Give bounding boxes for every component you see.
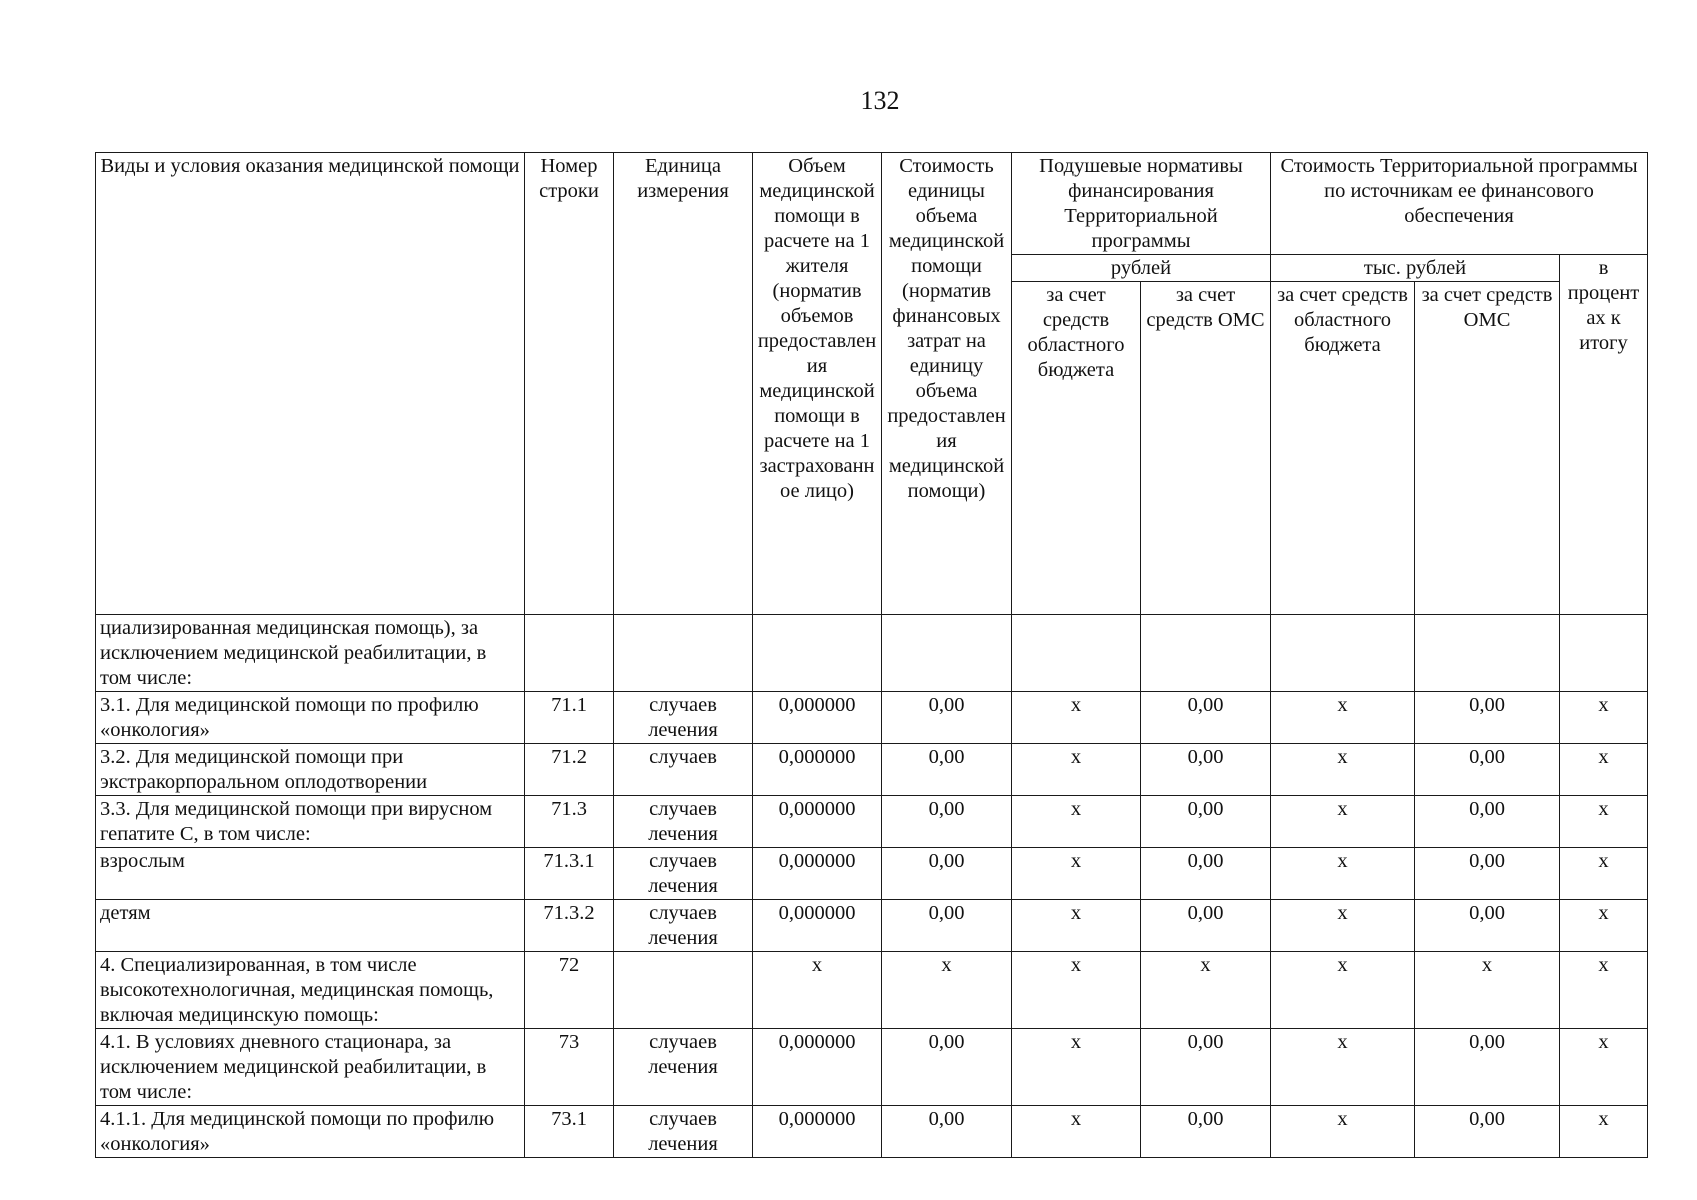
financing-table bbox=[95, 152, 1648, 1158]
row-unit bbox=[614, 615, 753, 692]
row-percent: х bbox=[1560, 692, 1648, 744]
row-unit: случаев лечения bbox=[614, 900, 753, 952]
row-cost-budget: х bbox=[1271, 900, 1415, 952]
row-cost-oms: 0,00 bbox=[1415, 848, 1560, 900]
row-per-capita-oms: 0,00 bbox=[1141, 796, 1271, 848]
row-name: взрослым bbox=[96, 848, 525, 900]
row-per-capita-budget: х bbox=[1012, 692, 1141, 744]
row-unit: случаев лечения bbox=[614, 848, 753, 900]
row-cost: 0,00 bbox=[882, 1106, 1012, 1158]
table-row bbox=[96, 796, 1648, 848]
row-name: 3.2. Для медицинской помощи при экстракорпоральном оплодотворении bbox=[96, 744, 525, 796]
table-row bbox=[96, 744, 1648, 796]
row-cost: 0,00 bbox=[882, 900, 1012, 952]
row-per-capita-budget: х bbox=[1012, 1106, 1141, 1158]
row-cost-oms: 0,00 bbox=[1415, 796, 1560, 848]
row-cost: 0,00 bbox=[882, 1029, 1012, 1106]
row-cost-oms: 0,00 bbox=[1415, 744, 1560, 796]
table-row bbox=[96, 848, 1648, 900]
row-unit: случаев bbox=[614, 744, 753, 796]
row-per-capita-budget bbox=[1012, 615, 1141, 692]
header-per-capita: Подушевые нормативы финансирования Территориальной программы bbox=[1012, 153, 1271, 255]
row-volume: 0,000000 bbox=[753, 796, 882, 848]
row-number: 72 bbox=[525, 952, 614, 1029]
table-row bbox=[96, 615, 1648, 692]
row-cost-budget: х bbox=[1271, 952, 1415, 1029]
row-unit: случаев лечения bbox=[614, 796, 753, 848]
row-volume: 0,000000 bbox=[753, 1106, 882, 1158]
row-name: 3.3. Для медицинской помощи при вирусном гепатите С, в том числе: bbox=[96, 796, 525, 848]
row-cost-oms: 0,00 bbox=[1415, 900, 1560, 952]
row-cost: х bbox=[882, 952, 1012, 1029]
row-volume: 0,000000 bbox=[753, 848, 882, 900]
row-per-capita-budget: х bbox=[1012, 952, 1141, 1029]
row-cost-budget: х bbox=[1271, 744, 1415, 796]
row-volume: х bbox=[753, 952, 882, 1029]
row-name: циализированная медицинская помощь), за исключением медицинской реабилитации, в том числе: bbox=[96, 615, 525, 692]
row-number: 71.3 bbox=[525, 796, 614, 848]
table-row bbox=[96, 1029, 1648, 1106]
row-per-capita-budget: х bbox=[1012, 900, 1141, 952]
header-per-capita-oms: за счет средств ОМС bbox=[1141, 282, 1271, 615]
row-per-capita-budget: х bbox=[1012, 848, 1141, 900]
row-cost-oms: 0,00 bbox=[1415, 1029, 1560, 1106]
row-cost: 0,00 bbox=[882, 796, 1012, 848]
row-number: 71.1 bbox=[525, 692, 614, 744]
header-volume: Объем медицинской помощи в расчете на 1 жителя (норматив объемов предоставления медицинской помощи в расчете на 1 застрахованное лицо) bbox=[753, 153, 882, 615]
row-number: 71.3.2 bbox=[525, 900, 614, 952]
row-volume: 0,000000 bbox=[753, 744, 882, 796]
row-per-capita-oms: 0,00 bbox=[1141, 744, 1271, 796]
row-name: 4.1. В условиях дневного стационара, за исключением медицинской реабилитации, в том числе: bbox=[96, 1029, 525, 1106]
row-per-capita-budget: х bbox=[1012, 744, 1141, 796]
row-number: 73 bbox=[525, 1029, 614, 1106]
row-cost bbox=[882, 615, 1012, 692]
row-unit: случаев лечения bbox=[614, 692, 753, 744]
row-percent: х bbox=[1560, 1029, 1648, 1106]
row-number bbox=[525, 615, 614, 692]
row-cost-oms: 0,00 bbox=[1415, 692, 1560, 744]
row-name: 4. Специализированная, в том числе высокотехнологичная, медицинская помощь, включая медицинскую помощь: bbox=[96, 952, 525, 1029]
row-percent: х bbox=[1560, 796, 1648, 848]
header-row-number: Номер строки bbox=[525, 153, 614, 615]
header-thousand-rubles: тыс. рублей bbox=[1271, 255, 1560, 282]
header-percent: в процентах к итогу bbox=[1560, 255, 1648, 615]
table-body bbox=[96, 615, 1648, 1158]
row-volume: 0,000000 bbox=[753, 692, 882, 744]
row-unit: случаев лечения bbox=[614, 1029, 753, 1106]
row-cost-oms bbox=[1415, 615, 1560, 692]
row-cost-budget: х bbox=[1271, 1029, 1415, 1106]
row-volume: 0,000000 bbox=[753, 1029, 882, 1106]
row-cost-oms: 0,00 bbox=[1415, 1106, 1560, 1158]
row-number: 73.1 bbox=[525, 1106, 614, 1158]
row-per-capita-budget: х bbox=[1012, 796, 1141, 848]
row-percent bbox=[1560, 615, 1648, 692]
row-per-capita-oms: х bbox=[1141, 952, 1271, 1029]
row-per-capita-oms: 0,00 bbox=[1141, 848, 1271, 900]
row-per-capita-oms bbox=[1141, 615, 1271, 692]
row-number: 71.2 bbox=[525, 744, 614, 796]
row-percent: х bbox=[1560, 848, 1648, 900]
row-volume: 0,000000 bbox=[753, 900, 882, 952]
row-unit: случаев лечения bbox=[614, 1106, 753, 1158]
row-cost-budget: х bbox=[1271, 796, 1415, 848]
header-unit: Единица измерения bbox=[614, 153, 753, 615]
row-percent: х bbox=[1560, 744, 1648, 796]
row-volume bbox=[753, 615, 882, 692]
row-cost-oms: х bbox=[1415, 952, 1560, 1029]
row-cost-budget bbox=[1271, 615, 1415, 692]
row-name: 3.1. Для медицинской помощи по профилю «онкология» bbox=[96, 692, 525, 744]
row-per-capita-oms: 0,00 bbox=[1141, 1029, 1271, 1106]
row-per-capita-oms: 0,00 bbox=[1141, 692, 1271, 744]
table-row bbox=[96, 692, 1648, 744]
row-cost-budget: х bbox=[1271, 692, 1415, 744]
row-cost: 0,00 bbox=[882, 744, 1012, 796]
table-header bbox=[96, 153, 1648, 615]
header-cost: Стоимость единицы объема медицинской помощи (норматив финансовых затрат на единицу объема предоставления медицинской помощи) bbox=[882, 153, 1012, 615]
row-unit bbox=[614, 952, 753, 1029]
row-cost: 0,00 bbox=[882, 848, 1012, 900]
row-percent: х bbox=[1560, 900, 1648, 952]
row-number: 71.3.1 bbox=[525, 848, 614, 900]
table-row bbox=[96, 1106, 1648, 1158]
page-number: 132 bbox=[860, 86, 900, 115]
row-percent: х bbox=[1560, 952, 1648, 1029]
row-per-capita-budget: х bbox=[1012, 1029, 1141, 1106]
header-program-cost: Стоимость Территориальной программы по источникам ее финансового обеспечения bbox=[1271, 153, 1648, 255]
row-cost: 0,00 bbox=[882, 692, 1012, 744]
header-per-capita-budget: за счет средств областного бюджета bbox=[1012, 282, 1141, 615]
header-cost-oms: за счет средств ОМС bbox=[1415, 282, 1560, 615]
row-per-capita-oms: 0,00 bbox=[1141, 900, 1271, 952]
table-row bbox=[96, 952, 1648, 1029]
row-per-capita-oms: 0,00 bbox=[1141, 1106, 1271, 1158]
row-name: детям bbox=[96, 900, 525, 952]
row-percent: х bbox=[1560, 1106, 1648, 1158]
row-cost-budget: х bbox=[1271, 848, 1415, 900]
table-row bbox=[96, 900, 1648, 952]
header-kind: Виды и условия оказания медицинской помощи bbox=[96, 153, 525, 615]
header-cost-budget: за счет средств областного бюджета bbox=[1271, 282, 1415, 615]
row-cost-budget: х bbox=[1271, 1106, 1415, 1158]
header-rubles: рублей bbox=[1012, 255, 1271, 282]
row-name: 4.1.1. Для медицинской помощи по профилю «онкология» bbox=[96, 1106, 525, 1158]
